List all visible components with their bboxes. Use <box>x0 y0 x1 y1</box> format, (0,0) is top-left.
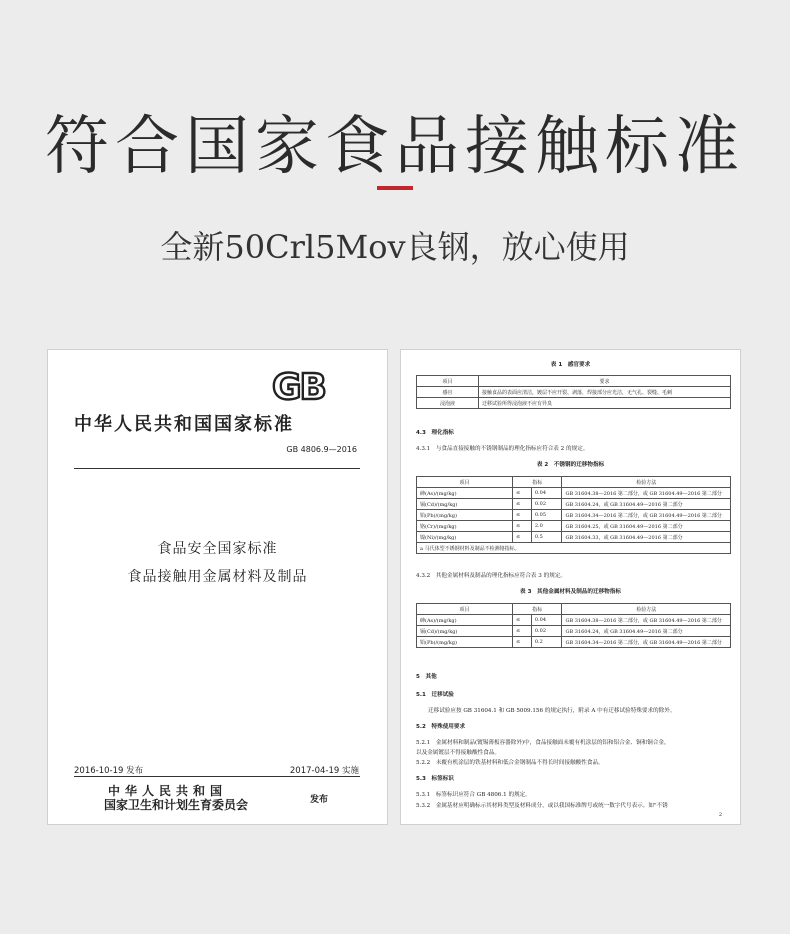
section-5: 5 其他 <box>416 674 437 680</box>
section-5-2: 5.2 特殊使用要求 <box>416 724 466 730</box>
table-header: 项目 <box>417 376 479 387</box>
section-5-3: 5.3 标签标识 <box>416 776 454 782</box>
section-5-1-text: 迁移试验应按 GB 31604.1 和 GB 5009.156 的规定执行，附录 A 中有迁移试验特殊要求的除外。 <box>428 708 676 714</box>
section-5-2-2: 5.2.2 未覆有机涂层的铁基材料和低合金钢制品不得长时间接触酸性食品。 <box>416 760 604 766</box>
table-row: 铅(Pb)/(mg/kg) ≤ 0.05 GB 31604.34—2016 第二部分，或 GB 31604.49—2016 第二部分 <box>417 510 731 521</box>
cover-title-line2: 食品接触用金属材料及制品 <box>127 569 308 585</box>
table-row: 铬(Cr)/(mg/kg) ≤ 2.0 GB 31604.25，或 GB 31604.49—2016 第二部分 <box>417 521 731 532</box>
section-4-3: 4.3 理化指标 <box>416 430 454 436</box>
issuer-line1: 中华人民共和国 <box>108 784 228 798</box>
cover-title-line1: 食品安全国家标准 <box>157 541 278 557</box>
page-number: 2 <box>718 812 722 818</box>
table-note: a 马氏体型不锈钢材料及制品不检测铬指标。 <box>417 543 731 554</box>
accent-divider <box>377 186 413 190</box>
table3: 项目 指标 检验方法 砷(As)/(mg/kg) ≤ 0.04 GB 31604.38—2016 第二部分，或 GB 31604.49—2016 第二部分 镉(Cd)/(mg/kg) ≤ 0.02 GB 31604.24，或 GB 31604.49—2016 第二部分 铅(Pb)/(mg/kg) ≤ 0.2 GB 31604.34—2016 第二部分，或 GB 31604.49—2016 第二部分 <box>416 603 731 648</box>
headline: 符合国家食品接触标准 <box>45 110 745 184</box>
section-5-2-1: 5.2.1 金属材料和制品(镀锡薄板容器除外)中，食品接触面未覆有机涂层的铝和铝合金、铜和铜合金， <box>416 740 670 746</box>
table-row <box>417 543 731 554</box>
section-5-2-1-cont: 以及金属镀层不得接触酸性食品。 <box>416 750 500 756</box>
issuer-line2: 国家卫生和计划生育委员会 <box>104 798 249 812</box>
section-5-3-2: 5.3.2 金属基材应明确标示其材料类型及材料成分，或以我国标准牌号或统一数字代号表示。如"不锈 <box>416 803 668 809</box>
table-row: 感官 接触食品的表面应清洁，镀层不应开裂、剥落，焊接部分应光洁，无气孔、裂缝、毛刺 <box>417 387 731 398</box>
svg-text:GB: GB <box>272 368 325 404</box>
table2-title: 表 2 不锈钢的迁移物指标 <box>536 462 605 468</box>
implement-date: 2017-04-19 实施 <box>289 766 359 776</box>
table-row: 浸泡液 迁移试验所得浸泡液不应有异臭 <box>417 398 731 409</box>
table-row: 镉(Cd)/(mg/kg) ≤ 0.02 GB 31604.24，或 GB 31604.49—2016 第二部分 <box>417 499 731 510</box>
table-row: 镍(Ni)/(mg/kg) ≤ 0.5 GB 31604.33，或 GB 31604.49—2016 第二部分 <box>417 532 731 543</box>
standard-cover-page <box>48 350 387 824</box>
section-4-3-2: 4.3.2 其他金属材料及制品的理化指标应符合表 3 的规定。 <box>416 573 567 579</box>
standard-type-title: 中华人民共和国国家标准 <box>74 414 294 435</box>
table1-title: 表 1 感官要求 <box>550 362 591 368</box>
cover-rule-bottom <box>74 776 360 777</box>
table-row: 镉(Cd)/(mg/kg) ≤ 0.02 GB 31604.24，或 GB 31604.49—2016 第二部分 <box>417 626 731 637</box>
standard-content-page <box>401 350 740 824</box>
table-header: 要求 <box>479 376 731 387</box>
section-4-3-1: 4.3.1 与食品直接接触的不锈钢制品的理化指标应符合表 2 的规定。 <box>416 446 589 452</box>
section-5-1: 5.1 迁移试验 <box>416 692 454 698</box>
table1 <box>416 375 731 409</box>
subheadline: 全新50Crl5Mov良钢，放心使用 <box>160 228 630 266</box>
table-row: 铅(Pb)/(mg/kg) ≤ 0.2 GB 31604.34—2016 第二部分，或 GB 31604.49—2016 第二部分 <box>417 637 731 648</box>
table-row: 砷(As)/(mg/kg) ≤ 0.04 GB 31604.38—2016 第二部分，或 GB 31604.49—2016 第二部分 <box>417 615 731 626</box>
publish-date: 2016-10-19 发布 <box>74 766 144 776</box>
standard-number: GB 4806.9—2016 <box>286 445 357 454</box>
table2: 项目 指标 检验方法 砷(As)/(mg/kg) ≤ 0.04 GB 31604.38—2016 第二部分，或 GB 31604.49—2016 第二部分 镉(Cd)/(mg/kg) ≤ 0.02 GB 31604.24，或 GB 31604.49—2016 第二部分 铅(Pb)/(mg/kg) ≤ 0.05 GB 31604.34—2016 第二部分，或 GB 31604.49—2016 第二部分 铬(Cr)/(mg/kg) ≤ 2.0 GB 31604.25，或 GB 31604.49—2016 第二部分 镍(Ni)/(mg/kg) ≤ 0.5 GB 31604.33，或 GB 31604.49—2016 第二部分 a 马氏体型不锈钢材料及制品不检测铬指标。 <box>416 476 731 554</box>
gb-logo <box>270 368 388 404</box>
table-row: 砷(As)/(mg/kg) ≤ 0.04 GB 31604.38—2016 第二部分，或 GB 31604.49—2016 第二部分 <box>417 488 731 499</box>
issue-label: 发布 <box>310 795 329 805</box>
section-5-3-1: 5.3.1 标签标识应符合 GB 4806.1 的规定。 <box>416 792 531 798</box>
cover-rule-top <box>74 468 360 469</box>
table3-title: 表 3 其他金属材料及制品的迁移物指标 <box>520 589 621 595</box>
